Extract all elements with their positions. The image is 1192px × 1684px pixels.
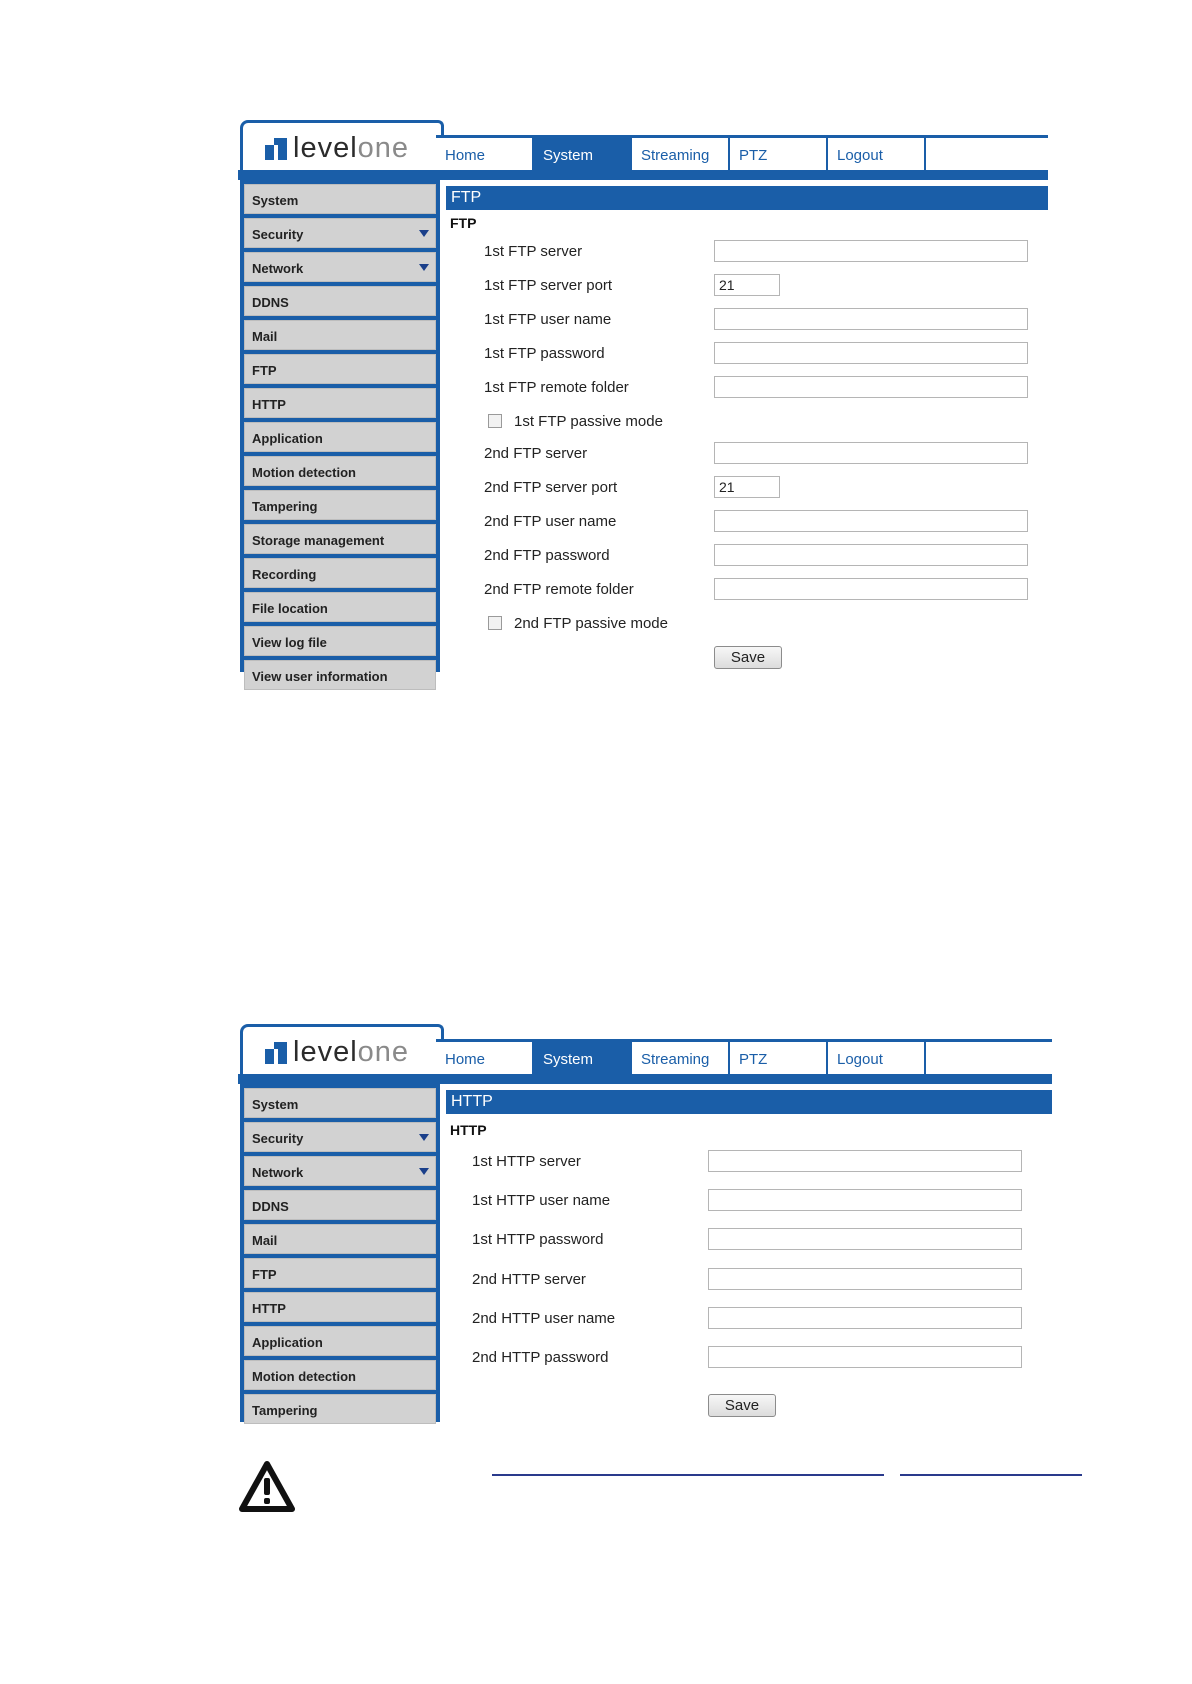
tab-system[interactable]: System: [534, 1042, 632, 1074]
tab-streaming[interactable]: Streaming: [632, 138, 730, 170]
sidebar-item-ddns[interactable]: DDNS: [244, 286, 436, 316]
ftp-port1-input[interactable]: [714, 274, 780, 296]
sidebar-item-network[interactable]: Network: [244, 252, 436, 282]
sidebar-item-view-user-information[interactable]: View user information: [244, 660, 436, 690]
logo-text: levelone: [293, 1036, 410, 1068]
sidebar-item-mail[interactable]: Mail: [244, 1224, 436, 1254]
sidebar-item-security[interactable]: Security: [244, 1122, 436, 1152]
ftp-pass1-input[interactable]: [714, 342, 1028, 364]
sidebar-item-system[interactable]: System: [244, 1088, 436, 1118]
ftp-folder2-input[interactable]: [714, 578, 1028, 600]
underline-rule: [900, 1474, 1082, 1476]
sidebar-item-tampering[interactable]: Tampering: [244, 1394, 436, 1424]
tab-system[interactable]: System: [534, 138, 632, 170]
sidebar-item-security[interactable]: Security: [244, 218, 436, 248]
levelone-logo-icon: [265, 138, 287, 160]
sidebar-item-system[interactable]: System: [244, 184, 436, 214]
tab-ptz[interactable]: PTZ: [730, 138, 828, 170]
http-server1-input[interactable]: [708, 1150, 1022, 1172]
levelone-logo-icon: [265, 1042, 287, 1064]
ftp-passive2-checkbox[interactable]: [488, 616, 502, 630]
tab-streaming[interactable]: Streaming: [632, 1042, 730, 1074]
top-nav: [436, 138, 1048, 170]
sidebar-item-file-location[interactable]: File location: [244, 592, 436, 622]
tab-logout[interactable]: Logout: [828, 1042, 926, 1074]
ftp-server2-input[interactable]: [714, 442, 1028, 464]
ftp-settings-screenshot: levelone Home System Streaming PTZ Logout System Security Network DDNS Mail FTP HTTP Application Motion detection Tampering Storage management Recording File location View log file View user information FTP FTP 1st FTP server 1st FTP server port 21 1st FTP user name 1st FTP password 1st FTP remote folder 1st FTP passive mode 2nd FTP server 2nd FTP server port 21 2nd FTP user name 2nd FTP password 2nd FTP remote folder 2nd FTP passive mode Save: [238, 118, 1048, 672]
tab-ptz[interactable]: PTZ: [730, 1042, 828, 1074]
sidebar-item-network[interactable]: Network: [244, 1156, 436, 1186]
save-button[interactable]: Save: [714, 646, 782, 669]
save-button[interactable]: Save: [708, 1394, 776, 1417]
http-settings-screenshot: levelone Home System Streaming PTZ Logout System Security Network DDNS Mail FTP HTTP Application Motion detection Tampering HTTP HTTP 1st HTTP server 1st HTTP user name 1st HTTP password 2nd HTTP server 2nd HTTP user name 2nd HTTP password Save: [238, 1022, 1052, 1422]
sidebar-item-application[interactable]: Application: [244, 422, 436, 452]
dropdown-arrow-icon: [419, 264, 429, 271]
sidebar: [240, 180, 440, 684]
http-pass1-input[interactable]: [708, 1228, 1022, 1250]
sidebar-item-motion-detection[interactable]: Motion detection: [244, 456, 436, 486]
logo-tab: [240, 120, 444, 173]
top-nav: [436, 1042, 1052, 1074]
ftp-port2-input[interactable]: [714, 476, 780, 498]
dropdown-arrow-icon: [419, 1168, 429, 1175]
warning-triangle-icon: [238, 1460, 296, 1514]
http-pass2-input[interactable]: [708, 1346, 1022, 1368]
ftp-passive1-checkbox[interactable]: [488, 414, 502, 428]
sidebar: [240, 1084, 440, 1422]
tab-logout[interactable]: Logout: [828, 138, 926, 170]
http-user2-input[interactable]: [708, 1307, 1022, 1329]
sidebar-item-mail[interactable]: Mail: [244, 320, 436, 350]
ftp-pass2-input[interactable]: [714, 544, 1028, 566]
logo-text: levelone: [293, 132, 410, 164]
sidebar-item-http[interactable]: HTTP: [244, 388, 436, 418]
logo-tab: [240, 1024, 444, 1077]
sidebar-item-ddns[interactable]: DDNS: [244, 1190, 436, 1220]
page-title: HTTP: [446, 1090, 1052, 1114]
sidebar-item-http[interactable]: HTTP: [244, 1292, 436, 1322]
sidebar-item-ftp[interactable]: FTP: [244, 1258, 436, 1288]
tab-home[interactable]: Home: [436, 138, 534, 170]
underline-rule: [492, 1474, 884, 1476]
http-server2-input[interactable]: [708, 1268, 1022, 1290]
section-title: FTP: [450, 215, 477, 231]
sidebar-item-tampering[interactable]: Tampering: [244, 490, 436, 520]
ftp-user2-input[interactable]: [714, 510, 1028, 532]
dropdown-arrow-icon: [419, 1134, 429, 1141]
sidebar-item-view-log-file[interactable]: View log file: [244, 626, 436, 656]
sidebar-item-application[interactable]: Application: [244, 1326, 436, 1356]
dropdown-arrow-icon: [419, 230, 429, 237]
sidebar-item-recording[interactable]: Recording: [244, 558, 436, 588]
tab-home[interactable]: Home: [436, 1042, 534, 1074]
ftp-folder1-input[interactable]: [714, 376, 1028, 398]
ftp-server1-input[interactable]: [714, 240, 1028, 262]
section-title: HTTP: [450, 1122, 487, 1138]
http-user1-input[interactable]: [708, 1189, 1022, 1211]
sidebar-item-ftp[interactable]: FTP: [244, 354, 436, 384]
ftp-user1-input[interactable]: [714, 308, 1028, 330]
sidebar-item-motion-detection[interactable]: Motion detection: [244, 1360, 436, 1390]
page-title: FTP: [446, 186, 1048, 210]
sidebar-item-storage-management[interactable]: Storage management: [244, 524, 436, 554]
